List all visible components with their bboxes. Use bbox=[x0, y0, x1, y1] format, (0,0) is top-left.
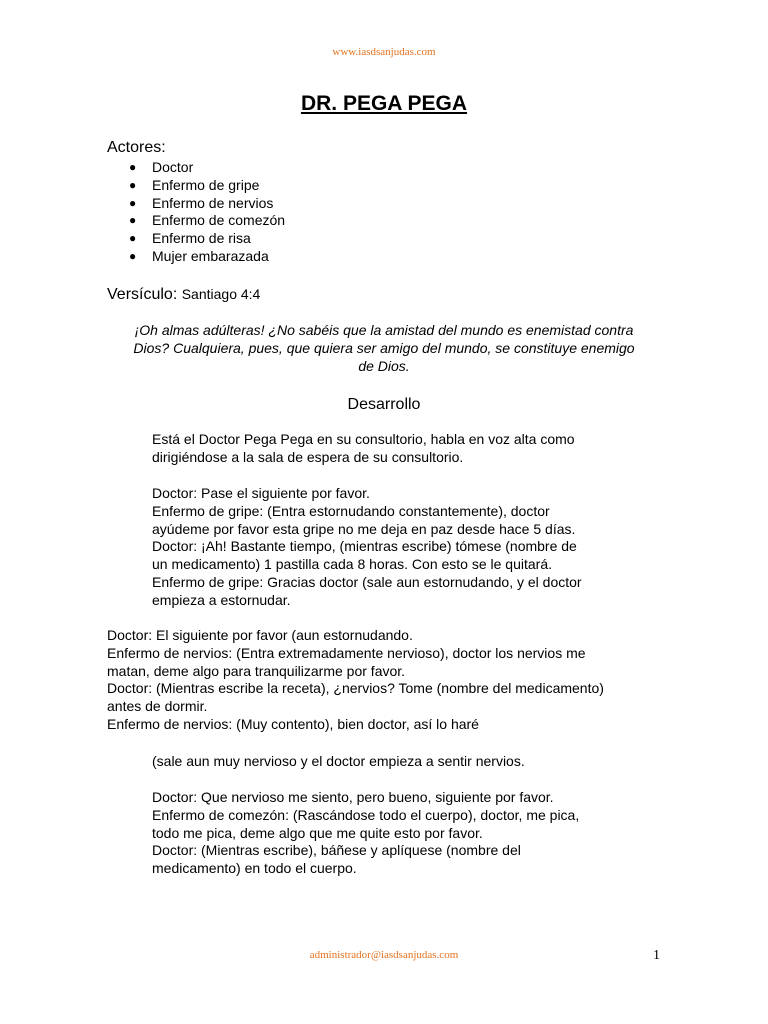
page-number: 1 bbox=[653, 948, 660, 963]
paragraph-gripe: Doctor: Pase el siguiente por favor. Enfermo de gripe: (Entra estornudando constantemente), doctor ayúdeme por favor esta gripe no me deja en paz desde hace 5 días. Doctor: ¡Ah! Bastante tiempo, (mientras escribe) tómese (nombre de un medicamento) 1 pastilla cada 8 horas. Con esto se le quitará. Enfermo de gripe: Gracias doctor (sale aun estornudando, y el doctor empieza a estornudar. bbox=[152, 485, 582, 608]
verse-text: ¡Oh almas adúlteras! ¿No sabéis que la amistad del mundo es enemistad contra Dios? Cualquiera, pues, que quiera ser amigo del mundo, se constituye enemigo de Dios. bbox=[133, 322, 635, 374]
paragraph-nervios: Doctor: El siguiente por favor (aun estornudando. Enfermo de nervios: (Entra extremadamente nervioso), doctor los nervios me matan, deme algo para tranquilizarme por favor. Doctor: (Mientras escribe la receta), ¿nervios? Tome (nombre del medicamento) antes de dormir. Enfermo de nervios: (Muy contento), bien doctor, así lo haré bbox=[107, 627, 604, 732]
bullet-icon: ● bbox=[129, 160, 137, 174]
actors-heading: Actores: bbox=[107, 139, 166, 156]
list-item: ● Enfermo de comezón bbox=[129, 212, 286, 229]
paragraph-sale: (sale aun muy nervioso y el doctor empieza a sentir nervios. bbox=[152, 753, 525, 769]
bullet-icon: ● bbox=[129, 248, 137, 263]
header-url: www.iasdsanjudas.com bbox=[332, 46, 436, 58]
list-item: ● Mujer embarazada bbox=[129, 247, 269, 264]
page-title: DR. PEGA PEGA bbox=[300, 92, 468, 115]
paragraph-comezon: Doctor: Que nervioso me siento, pero bueno, siguiente por favor. Enfermo de comezón: (Rascándose todo el cuerpo), doctor, me pica, todo me pica, deme algo que me quite esto por favor. Doctor: (Mientras escribe), báñese y aplíquese (nombre del medicamento) en todo el cuerpo. bbox=[152, 789, 580, 877]
bullet-icon: ● bbox=[129, 213, 137, 228]
actors-list bbox=[129, 159, 286, 266]
bullet-icon: ● bbox=[129, 177, 137, 192]
section-heading: Desarrollo bbox=[347, 396, 421, 413]
list-item: ● Enfermo de gripe bbox=[129, 176, 260, 193]
verse-row bbox=[107, 286, 260, 304]
list-item: ● Doctor bbox=[129, 159, 194, 175]
list-item: ● Enfermo de risa bbox=[129, 230, 251, 247]
paragraph-intro: Está el Doctor Pega Pega en su consultorio, habla en voz alta como dirigiéndose a la sala de espera de su consultorio. bbox=[152, 431, 575, 465]
bullet-icon: ● bbox=[129, 231, 137, 246]
footer-email: administrador@iasdsanjudas.com bbox=[309, 949, 459, 961]
bullet-icon: ● bbox=[129, 195, 137, 210]
verse-reference: Santiago 4:4 bbox=[181, 286, 261, 302]
verse-label: Versículo: bbox=[107, 286, 178, 303]
list-item: ● Enfermo de nervios bbox=[129, 194, 274, 211]
